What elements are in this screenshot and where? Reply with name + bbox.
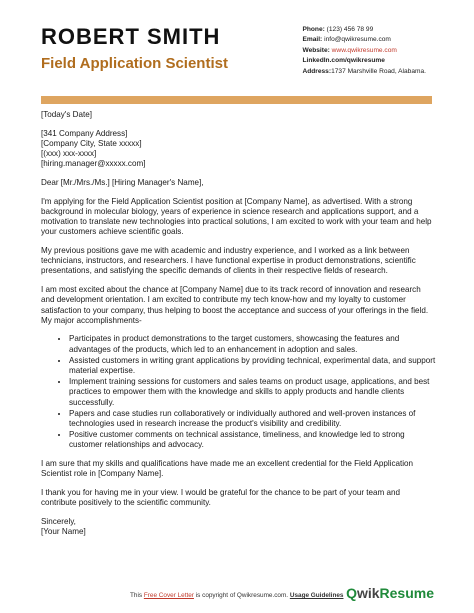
contact-phone-row — [302, 25, 426, 35]
website-link[interactable]: www.qwikresume.com — [331, 46, 397, 54]
website-label: Website: — [302, 46, 330, 54]
accomplishments-list — [41, 334, 436, 450]
paragraph-motivation: I am most excited about the chance at [Company Name] due to its track record of innovation and research and development orientation. I am excited to contribute my tech know-how and my loyalty to customer satisfaction to your company, thus helping to boost the acceptance and success of your offerings in the field. My major accomplishments- — [41, 285, 429, 325]
letter-date: [Today's Date] — [41, 110, 93, 119]
contact-block — [302, 25, 426, 77]
list-item: • Assisted customers in writing grant applications by providing technical, experimental data, and support material expertise. — [69, 356, 436, 376]
list-item: • Participates in product demonstrations to the target customers, showcasing the features and advantages of the products, which led to an enhancement in adoption and sales. — [69, 334, 436, 354]
address-line: [Company City, State xxxxx] — [41, 138, 142, 148]
paragraph-experience: My previous positions gave me with academic and industry experience, and I worked as a link between technicians, instructors, and researchers. I have functional expertise in product demonstrations, scientific presentations, and satisfying the specific demands of clients in their respective fields of research. — [41, 246, 416, 276]
address-line: [hiring.manager@xxxxx.com] — [41, 159, 146, 169]
qwikresume-logo[interactable] — [346, 585, 434, 601]
address-line: [341 Company Address] — [41, 128, 128, 138]
linkedin-link[interactable]: LinkedIn.com/qwikresume — [302, 57, 385, 65]
email-label: Email: — [302, 36, 323, 44]
usage-guidelines-link[interactable]: Usage Guidelines — [289, 592, 344, 599]
list-item: • Implement training sessions for customers and sales teams on product usage, applications, and best practices to empower them with the knowledge and skills to apply products and handle clients successfully. — [69, 377, 436, 408]
logo-q: Q — [346, 585, 357, 601]
logo-wik: wik — [356, 585, 380, 601]
address-value: 1737 Marshville Road, Alabama. — [331, 67, 426, 75]
paragraph-thanks: I thank you for having me in your view. I would be grateful for the chance to be part of your team and contribute positively to the scientific community. — [41, 487, 401, 507]
contact-address-row — [302, 67, 426, 77]
letter-body — [41, 110, 436, 537]
contact-linkedin-row — [302, 56, 426, 66]
list-item: • Positive customer comments on technical assistance, timeliness, and knowledge led to strong customer relationships and advocacy. — [69, 430, 436, 450]
paragraph-intro: I'm applying for the Field Application Scientist position at [Company Name], as advertised. With a strong background in molecular biology, years of experience in science research and applications support, and a motivation to translate new technologies into practical solutions, I am excited to work with your team and help your customers achieve scientific goals. — [41, 196, 432, 237]
free-cover-letter-link[interactable]: Free Cover Letter — [143, 592, 194, 599]
logo-resume: Resume — [379, 585, 434, 601]
candidate-name: ROBERT SMITH — [41, 24, 221, 49]
address-label: Address: — [302, 67, 332, 75]
signature: [Your Name] — [41, 526, 86, 536]
address-line: [(xxx) xxx-xxxx] — [41, 149, 97, 159]
closing: Sincerely, — [41, 516, 76, 526]
list-item: • Papers and case studies run collaboratively or individually authored and well-proven instances of technologies used in research increase the product's visibility and credibility. — [69, 409, 436, 429]
phone-label: Phone: — [302, 26, 325, 33]
contact-email-row — [302, 35, 426, 45]
footer-text — [130, 592, 343, 599]
email-value[interactable]: info@qwikresume.com — [324, 36, 391, 44]
footer-prefix: This — [130, 592, 144, 599]
phone-value: (123) 456 78 99 — [326, 26, 374, 33]
contact-website-row — [302, 46, 426, 56]
recipient-address — [41, 129, 436, 170]
job-title: Field Application Scientist — [41, 55, 228, 72]
accent-divider — [41, 96, 432, 104]
paragraph-confidence: I am sure that my skills and qualifications have made me an excellent credential for the Field Application Scientist role in [Company Name]. — [41, 458, 414, 478]
salutation: Dear [Mr./Mrs./Ms.] [Hiring Manager's Name], — [41, 178, 204, 188]
footer-middle: is copyright of Qwikresume.com. — [193, 592, 290, 599]
